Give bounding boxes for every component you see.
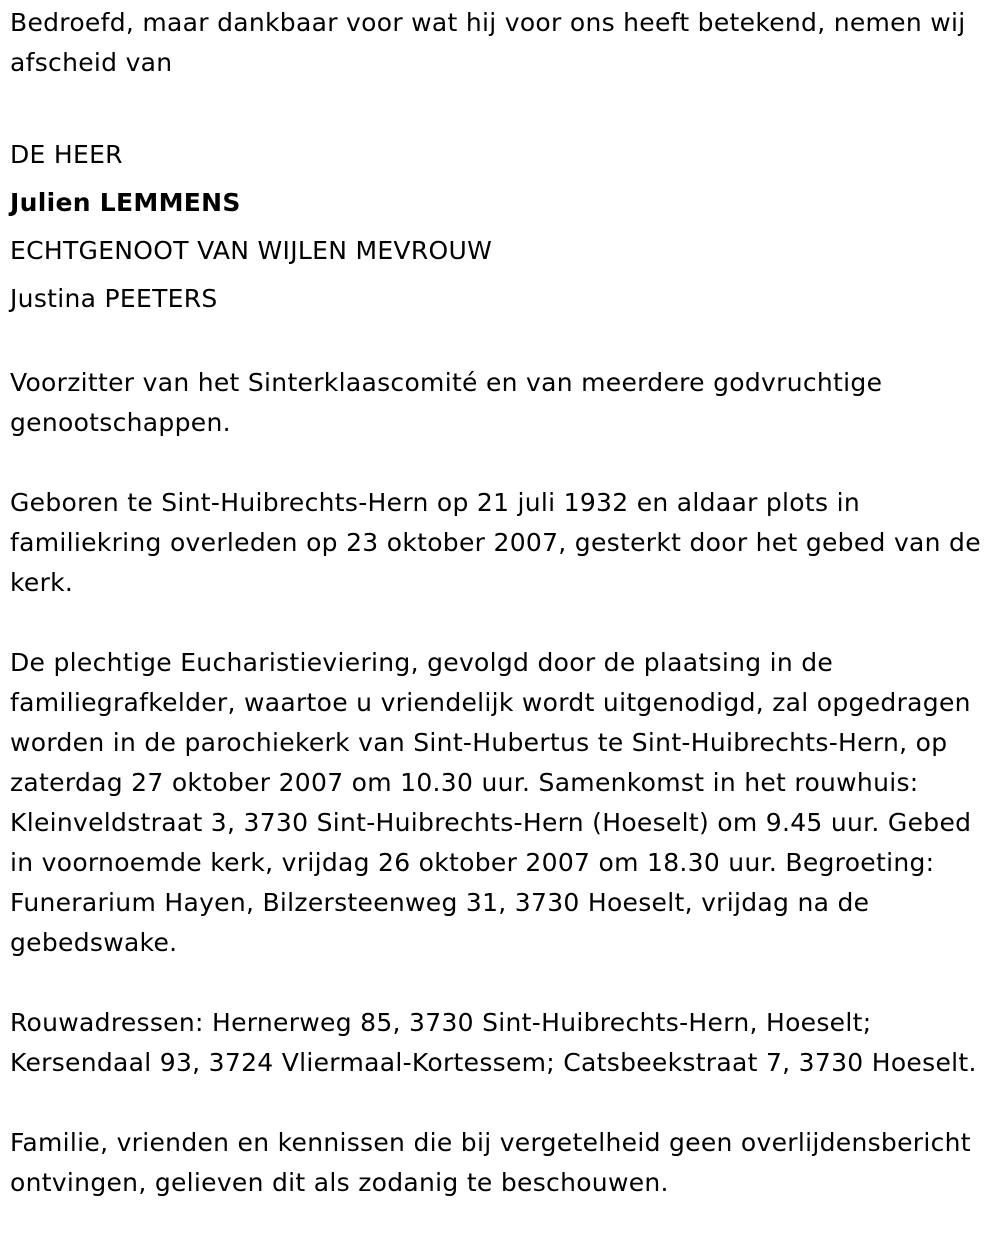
birth-death-text: Geboren te Sint-Huibrechts-Hern op 21 juli 1932 en aldaar plots in familiekring overleden op 23 oktober 2007, gesterkt door het gebed van de kerk. [10, 488, 981, 597]
spacer [10, 123, 995, 131]
death-notice [10, 3, 995, 1203]
intro-text: Bedroefd, maar dankbaar voor wat hij voor ons heeft betekend, nemen wij afscheid van [10, 8, 966, 77]
spacer [10, 83, 995, 123]
spouse-name: Justina PEETERS [10, 284, 218, 313]
closing-text: Familie, vrienden en kennissen die bij vergetelheid geen overlijdensbericht ontvingen, gelieven dit als zodanig te beschouwen. [10, 1128, 971, 1197]
spouse-title: ECHTGENOOT VAN WIJLEN MEVROUW [10, 236, 493, 265]
addresses-text: Rouwadressen: Hernerweg 85, 3730 Sint-Huibrechts-Hern, Hoeselt; Kersendaal 93, 3724 Vliermaal-Kortessem; Catsbeekstraat 7, 3730 Hoeselt. [10, 1008, 977, 1077]
spacer [10, 323, 995, 363]
title-prefix: DE HEER [10, 140, 123, 169]
ceremony-text: De plechtige Eucharistieviering, gevolgd door de plaatsing in de familiegrafkelder, waartoe u vriendelijk wordt uitgenodigd, zal opgedragen worden in de parochiekerk van Sint-Hubertus te Sint-Huibrechts-Hern, op zaterdag 27 oktober 2007 om 10.30 uur. Samenkomst in het rouwhuis: Kleinveldstraat 3, 3730 Sint-Huibrechts-Hern (Hoeselt) om 9.45 uur. Gebed in voornoemde kerk, vrijdag 26 oktober 2007 om 18.30 uur. Begroeting: Funerarium Hayen, Bilzersteenweg 31, 3730 Hoeselt, vrijdag na de gebedswake. [10, 648, 972, 957]
deceased-name: Julien LEMMENS [10, 188, 241, 217]
spacer [10, 603, 995, 643]
spacer [10, 1083, 995, 1123]
role-text: Voorzitter van het Sinterklaascomité en van meerdere godvruchtige genootschappen. [10, 368, 883, 437]
spacer [10, 443, 995, 483]
spacer [10, 963, 995, 1003]
